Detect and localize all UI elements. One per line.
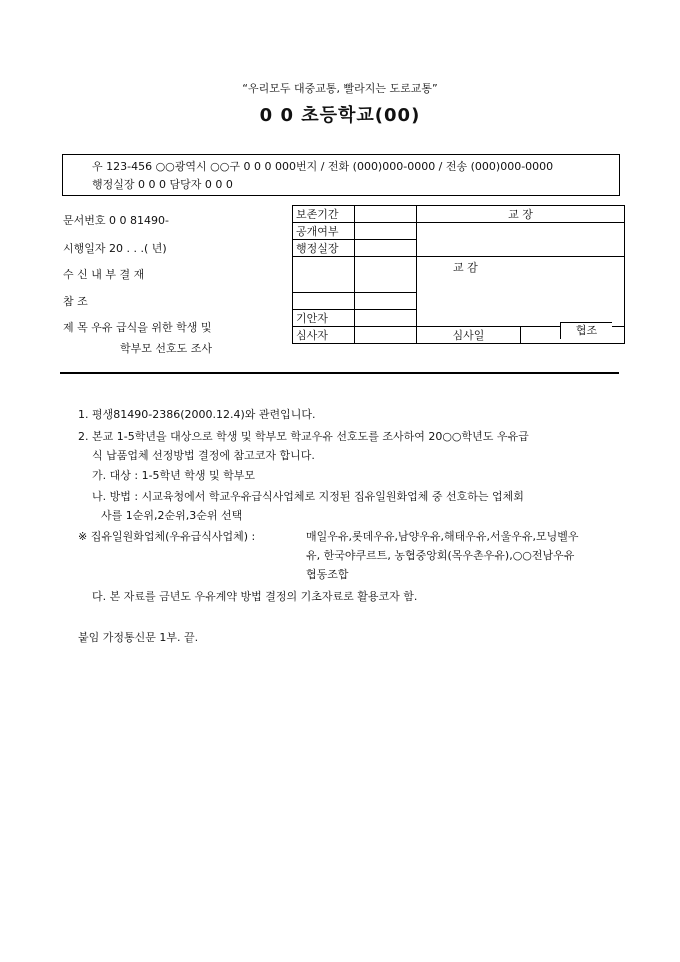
retention-value [355, 206, 417, 223]
blank-cell [293, 257, 355, 293]
reviewer-label: 심사자 [293, 327, 355, 344]
attachment: 붙임 가정통신문 1부. 끝. [78, 631, 199, 644]
principal-sign-area [417, 223, 625, 257]
school-name-title: 0 0 초등학교(00) [259, 105, 421, 126]
disclosure-label: 공개여부 [293, 223, 355, 240]
reference: 참 조 [63, 295, 88, 308]
sub-item-b: 나. 방법 : 시교육청에서 학교우유급식사업체로 지정된 집유일원화업체 중 선호하는 업체회 [92, 490, 524, 503]
subject-continued: 학부모 선호도 조사 [120, 342, 213, 355]
slogan: “우리모두 대중교통, 빨라지는 도로교통” [242, 82, 438, 95]
disclosure-value [355, 223, 417, 240]
blank-cell [293, 293, 355, 310]
exec-date: 시행일자 20 . . .( 년) [63, 242, 167, 255]
drafter-label: 기안자 [293, 310, 355, 327]
subject: 제 목 우유 급식을 위한 학생 및 [63, 321, 212, 334]
item-2: 2. 본교 1-5학년을 대상으로 학생 및 학부모 학교우유 선호도를 조사하여 20○○학년도 우유급 [78, 430, 529, 443]
item-1: 1. 평생81490-2386(2000.12.4)와 관련입니다. [78, 408, 316, 421]
blank-cell [355, 293, 417, 310]
sub-item-c: 다. 본 자료를 금년도 우유계약 방법 결정의 기초자료로 활용코자 함. [92, 590, 418, 603]
blank-cell [355, 257, 417, 293]
note-label: ※ 집유일원화업체(우유급식사업체) : [78, 530, 256, 543]
admin-head-label: 행정실장 [293, 240, 355, 257]
note-companies: 매일우유,롯데우유,남양우유,해태우유,서울우유,모닝벨우 [306, 530, 579, 543]
cooperation-label: 협조 [560, 322, 612, 339]
vice-principal-label: 교 감 [453, 261, 478, 274]
doc-number: 문서번호 0 0 81490- [63, 214, 169, 227]
note-companies-continued: 유, 한국야쿠르트, 농협중앙회(목우촌우유),○○전남우유 [306, 549, 575, 562]
sub-item-a: 가. 대상 : 1-5학년 학생 및 학부모 [92, 469, 256, 482]
divider [60, 372, 619, 374]
admin-head-sign [355, 240, 417, 257]
principal-label: 교 장 [417, 206, 625, 223]
item-2-continued: 식 납품업체 선정방법 결정에 참고코자 합니다. [92, 449, 315, 462]
retention-label: 보존기간 [293, 206, 355, 223]
reviewer-value [355, 327, 417, 344]
note-companies-end: 협동조합 [306, 568, 349, 581]
recipient: 수 신 내 부 결 재 [63, 268, 145, 281]
sub-item-b-continued: 사를 1순위,2순위,3순위 선택 [101, 509, 243, 522]
review-date-label: 심사일 [417, 327, 521, 344]
address-line: 우 123-456 ○○광역시 ○○구 0 0 0 000번지 / 전화 (000)000-0000 / 전송 (000)000-0000 [92, 160, 554, 173]
drafter-value [355, 310, 417, 327]
vice-principal-area [417, 257, 625, 327]
staff-line: 행정실장 0 0 0 담당자 0 0 0 [92, 178, 233, 191]
